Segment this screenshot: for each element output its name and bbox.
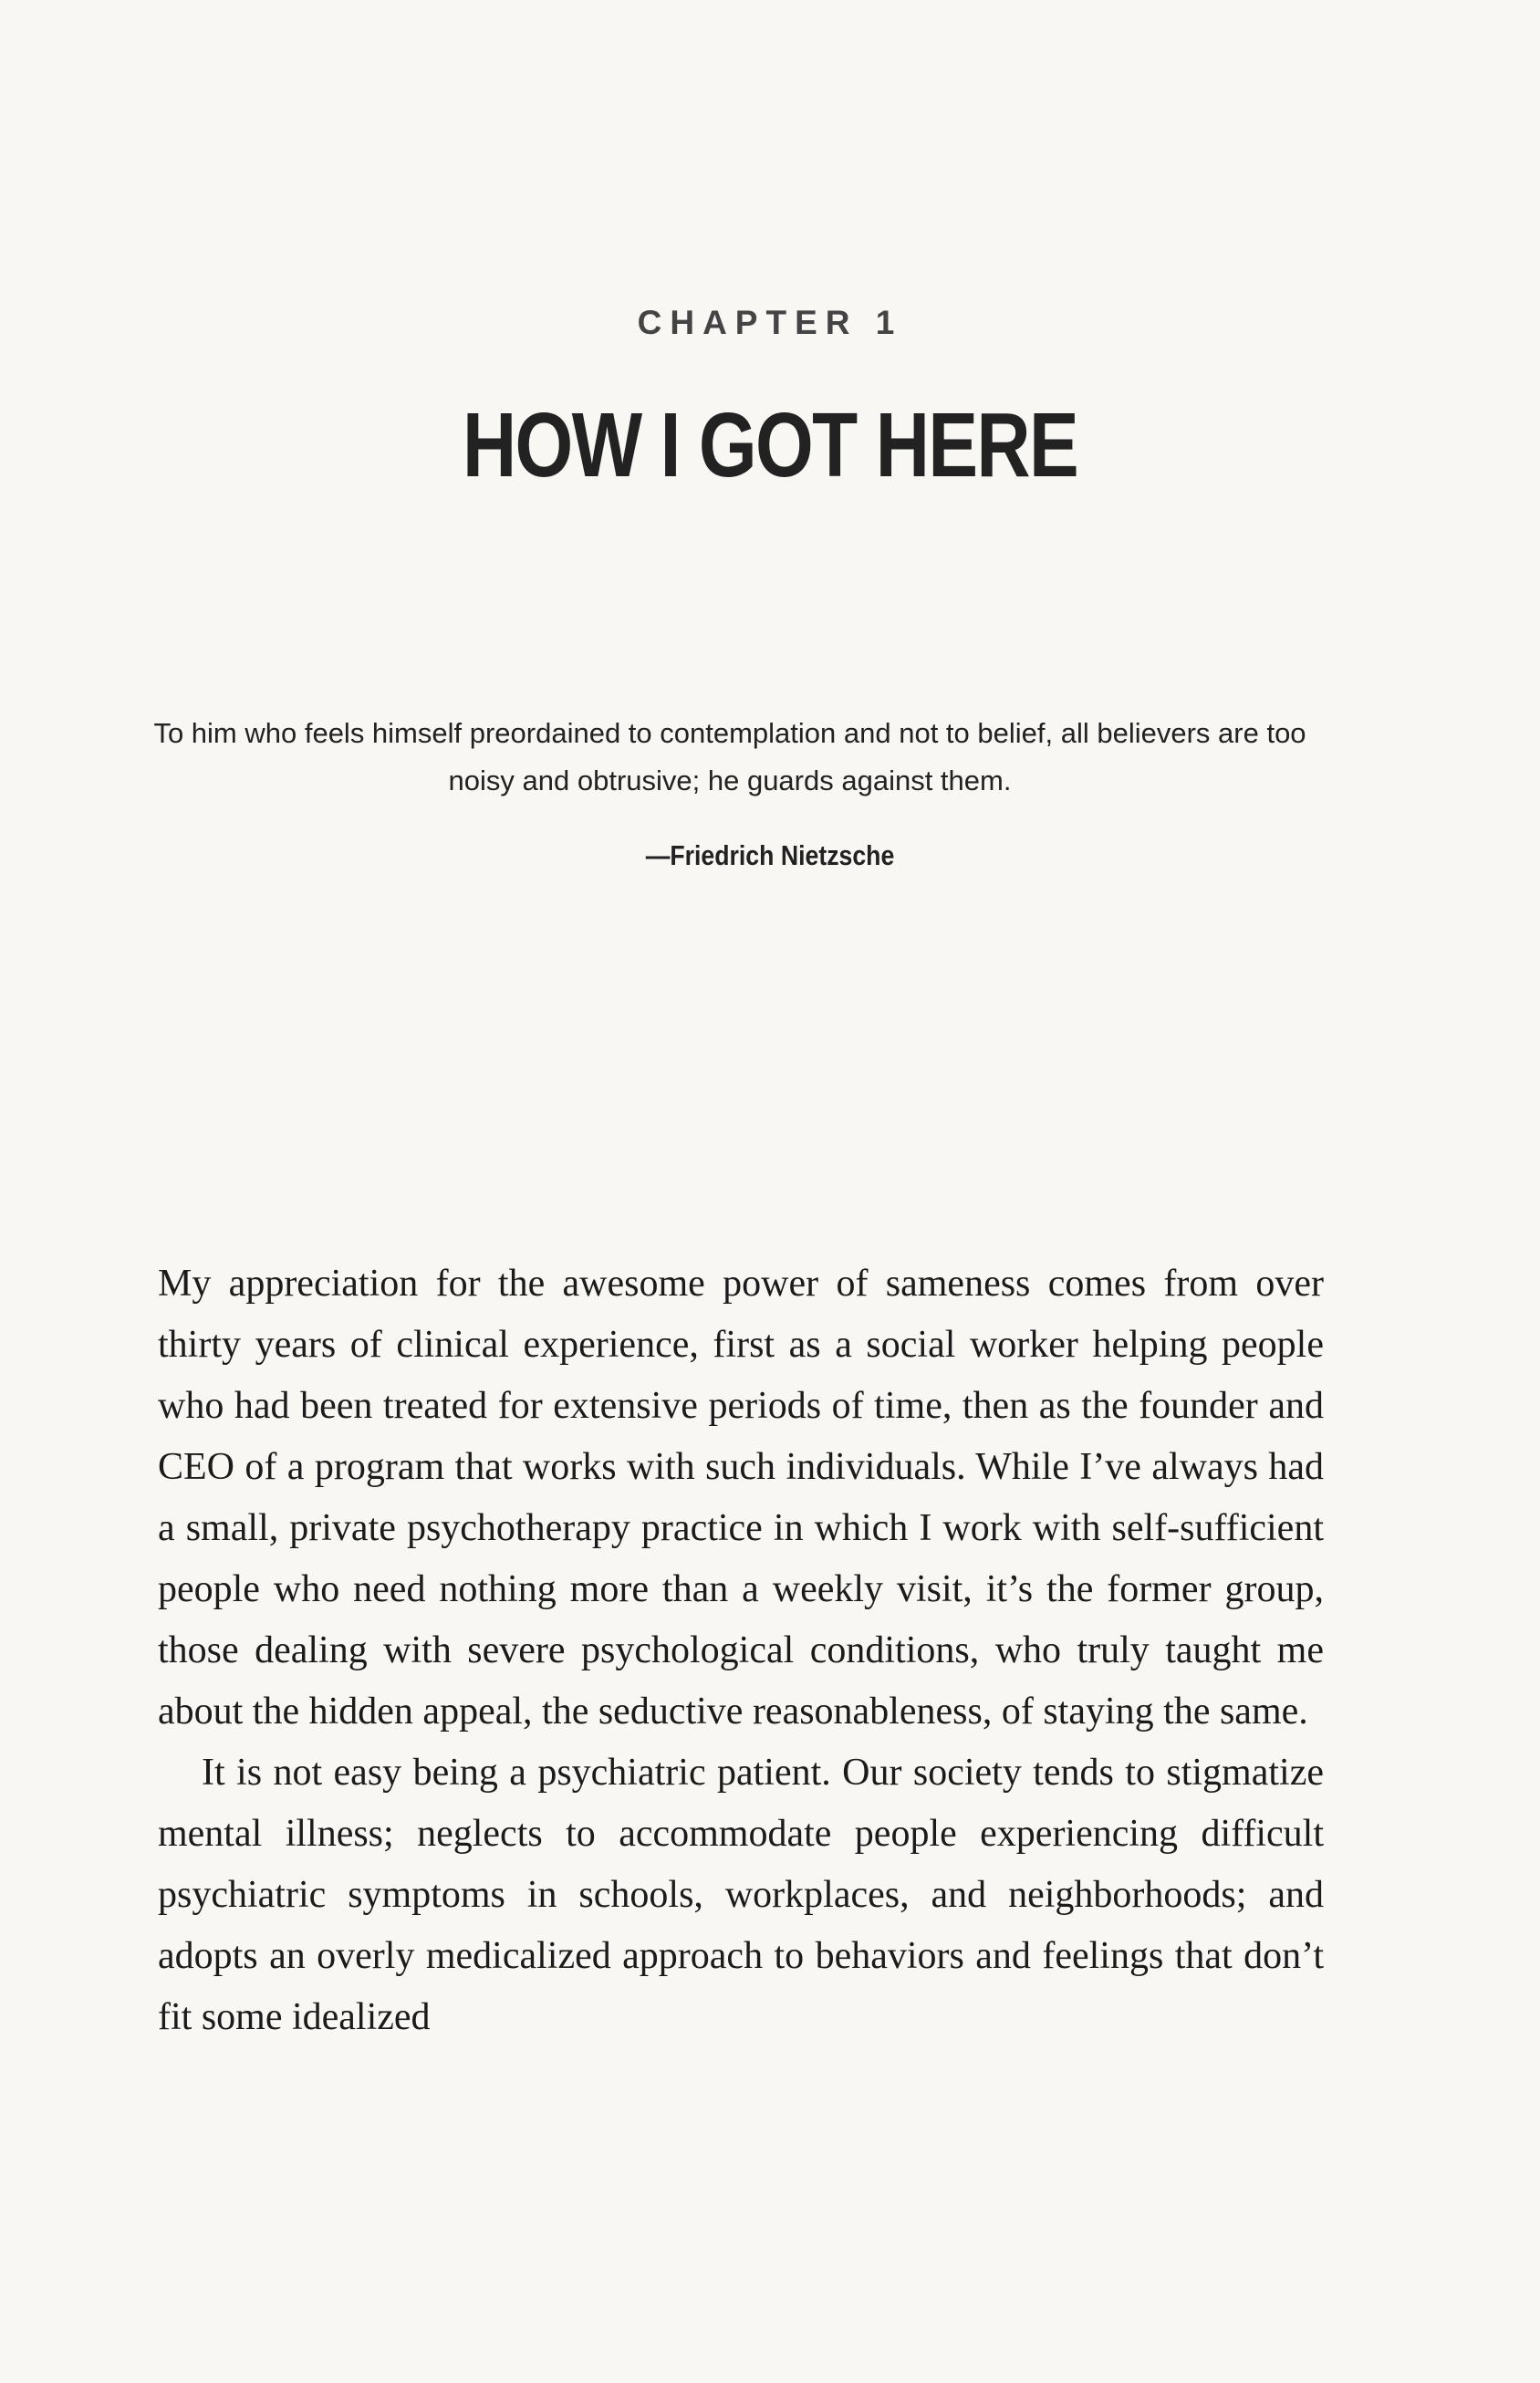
epigraph-quote: To him who feels himself preordained to contemplation and not to belief, all believers are too noisy and obtrusive; he guards against them. (153, 717, 1306, 796)
body-text (158, 1254, 1324, 2048)
epigraph-attribution: —Friedrich Nietzsche (645, 839, 895, 871)
chapter-label: CHAPTER 1 (637, 304, 903, 341)
body-paragraph: My appreciation for the awesome power of sameness comes from over thirty years of clinical experience, first as a social worker helping people who had been treated for extensive periods of time, then as the founder and CEO of a program that works with such individuals. While I’ve always had a small, private psychotherapy practice in which I work with self-sufficient people who need nothing more than a weekly visit, it’s the former group, those dealing with severe psychological conditions, who truly taught me about the hidden appeal, the seductive reasonableness, of staying the same. (158, 1263, 1324, 1733)
body-paragraph: It is not easy being a psychiatric patient. Our society tends to stigmatize mental illness; neglects to accommodate people experiencing difficult psychiatric symptoms in schools, workplaces, and neighborhoods; and adopts an overly medicalized approach to behaviors and feelings that don’t fit some idealized (158, 1752, 1324, 2038)
chapter-title: HOW I GOT HERE (462, 394, 1078, 496)
